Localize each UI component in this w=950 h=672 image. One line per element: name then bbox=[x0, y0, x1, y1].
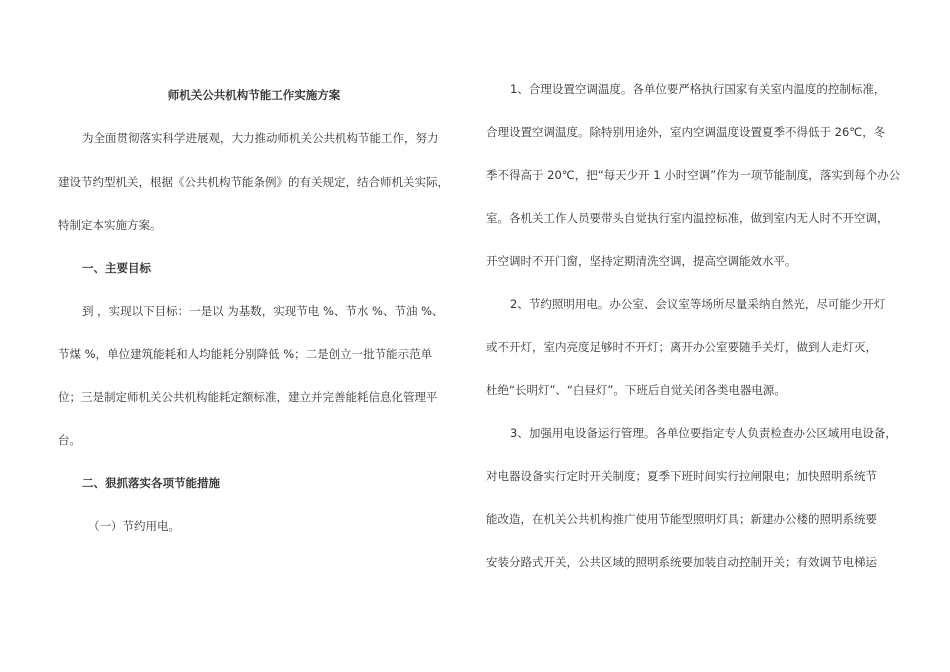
paragraph-line: 1、合理设置空调温度。各单位要严格执行国家有关室内温度的控制标准， bbox=[510, 82, 886, 96]
paragraph-line: 对电器设备实行定时开关制度；夏季下班时间实行拉闸限电；加快照明系统节 bbox=[486, 469, 877, 483]
paragraph-line: 位；三是制定师机关公共机构能耗定额标准，建立并完善能耗信息化管理平 bbox=[58, 390, 438, 404]
section-heading: 二、狠抓落实各项节能措施 bbox=[82, 476, 220, 490]
subsection-heading: （一）节约用电。 bbox=[88, 519, 180, 533]
document-title: 师机关公共机构节能工作实施方案 bbox=[167, 88, 341, 102]
paragraph-line: 杜绝“长明灯”、“白昼灯”。下班后自觉关闭各类电器电源。 bbox=[486, 383, 786, 397]
paragraph-line: 2、节约照明用电。办公室、会议室等场所尽量采纳自然光，尽可能少开灯 bbox=[510, 297, 886, 311]
paragraph-line: 到 ，实现以下目标：一是以 为基数，实现节电 %、节水 %、节油 %、 bbox=[82, 304, 444, 318]
paragraph-line: 安装分路式开关，公共区域的照明系统要加装自动控制开关；有效调节电梯运 bbox=[486, 555, 877, 569]
paragraph-line: 季不得高于 20℃，把“每天少开 1 小时空调”作为一项节能制度，落实到每个办公 bbox=[486, 168, 901, 182]
paragraph-line: 台。 bbox=[58, 433, 81, 447]
paragraph-line: 为全面贯彻落实科学进展观，大力推动师机关公共机构节能工作，努力 bbox=[82, 131, 439, 145]
paragraph-line: 室。各机关工作人员要带头自觉执行室内温控标准，做到室内无人时不开空调， bbox=[486, 211, 889, 225]
section-heading: 一、主要目标 bbox=[82, 261, 151, 275]
paragraph-line: 节煤 %，单位建筑能耗和人均能耗分别降低 %；二是创立一批节能示范单 bbox=[58, 347, 433, 361]
paragraph-line: 或不开灯，室内亮度足够时不开灯；离开办公室要随手关灯，做到人走灯灭， bbox=[486, 340, 877, 354]
right-column bbox=[486, 0, 901, 672]
paragraph-line: 开空调时不开门窗，坚持定期清洗空调，提高空调能效水平。 bbox=[486, 254, 797, 268]
paragraph-line: 建设节约型机关，根据《公共机构节能条例》的有关规定，结合师机关实际， bbox=[58, 175, 449, 189]
paragraph-line: 3、加强用电设备运行管理。各单位要指定专人负责检查办公区域用电设备， bbox=[510, 426, 897, 440]
paragraph-line: 合理设置空调温度。除特别用途外，室内空调温度设置夏季不得低于 26℃，冬 bbox=[486, 125, 886, 139]
paragraph-line: 能改造，在机关公共机构推广使用节能型照明灯具；新建办公楼的照明系统要 bbox=[486, 512, 877, 526]
left-column bbox=[58, 0, 450, 672]
paragraph-line: 特制定本实施方案。 bbox=[58, 218, 162, 232]
